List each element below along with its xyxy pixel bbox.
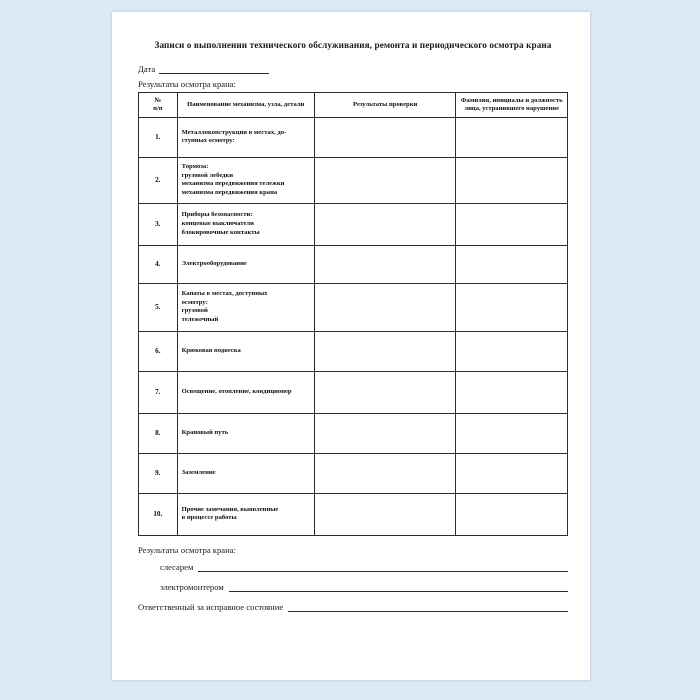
date-input-rule[interactable] (159, 64, 269, 74)
row-name-l4: тележечный (181, 316, 219, 324)
row-result-cell[interactable] (314, 413, 456, 453)
table-body (139, 117, 568, 535)
row-name-l2: грузовой лебедки (181, 171, 234, 179)
row-name-l2: в процессе работы (181, 514, 237, 522)
row-result-cell[interactable] (314, 331, 456, 371)
row-person-cell[interactable] (456, 331, 568, 371)
table-row (139, 371, 568, 413)
row-person-cell[interactable] (456, 371, 568, 413)
row-name-l1: Тормоза: (181, 162, 209, 170)
footer-section (138, 545, 568, 612)
table-row (139, 203, 568, 245)
row-result-cell[interactable] (314, 283, 456, 331)
row-name-l3: грузовой (181, 307, 208, 315)
date-field[interactable] (138, 64, 568, 74)
row-name (177, 157, 314, 203)
row-person-cell[interactable] (456, 117, 568, 157)
column-header-number-line2: п/п (153, 104, 163, 112)
row-name-l1: Прочие замечания, выявленные (181, 505, 279, 513)
row-result-cell[interactable] (314, 453, 456, 493)
table-row (139, 157, 568, 203)
row-person-cell[interactable] (456, 453, 568, 493)
signature-line-locksmith[interactable] (138, 562, 568, 572)
row-name (177, 283, 314, 331)
row-person-cell[interactable] (456, 157, 568, 203)
column-header-result: Результаты проверки (314, 92, 456, 117)
table-row (139, 493, 568, 535)
signature-label-electrician: электромонтером (160, 581, 224, 592)
inspection-table (138, 92, 568, 536)
row-name (177, 117, 314, 157)
row-number: 6. (139, 331, 178, 371)
row-name (177, 493, 314, 535)
signature-rule-electrician[interactable] (229, 582, 568, 592)
column-header-number (139, 92, 178, 117)
row-result-cell[interactable] (314, 117, 456, 157)
row-result-cell[interactable] (314, 157, 456, 203)
document-page (112, 12, 590, 680)
row-number: 9. (139, 453, 178, 493)
row-name-l2: концевые выключатели (181, 220, 254, 228)
row-name-l3: механизма передвижения тележки (181, 180, 285, 188)
table-row (139, 331, 568, 371)
row-number: 5. (139, 283, 178, 331)
row-name: Освещение, отопление, кондиционер (177, 371, 314, 413)
row-name-l1: Металлоконструкция в местах, до- (181, 128, 287, 136)
row-name (177, 203, 314, 245)
row-result-cell[interactable] (314, 371, 456, 413)
row-person-cell[interactable] (456, 493, 568, 535)
row-result-cell[interactable] (314, 493, 456, 535)
row-name: Крановый путь (177, 413, 314, 453)
row-number: 10. (139, 493, 178, 535)
row-name-l1: Канаты в местах, доступных (181, 289, 268, 297)
signature-label-locksmith: слесарем (160, 561, 194, 572)
footer-results-label: Результаты осмотра крана: (138, 544, 236, 555)
results-label: Результаты осмотра крана: (138, 78, 236, 89)
row-number: 3. (139, 203, 178, 245)
signature-rule-locksmith[interactable] (198, 562, 568, 572)
table-header-row (139, 92, 568, 117)
signature-line-responsible[interactable] (138, 602, 568, 612)
document-content (138, 40, 568, 622)
row-name-l2: осмотру: (181, 298, 208, 306)
row-name-l4: механизма передвижения крана (181, 189, 278, 197)
table-row (139, 283, 568, 331)
page-title: Записи о выполнении технического обслуживания, ремонта и периодического осмотра крана (154, 40, 552, 50)
row-result-cell[interactable] (314, 245, 456, 283)
table-row (139, 413, 568, 453)
table-row (139, 245, 568, 283)
column-header-name: Наименование механизма, узла, детали (177, 92, 314, 117)
table-row (139, 453, 568, 493)
row-number: 4. (139, 245, 178, 283)
row-person-cell[interactable] (456, 283, 568, 331)
column-header-number-line1: № (154, 96, 162, 104)
row-name: Крюковая подвеска (177, 331, 314, 371)
row-name-l2: ступных осмотру: (181, 137, 235, 145)
table-row (139, 117, 568, 157)
row-name-l3: блокировочные контакты (181, 228, 260, 236)
row-number: 7. (139, 371, 178, 413)
row-result-cell[interactable] (314, 203, 456, 245)
row-person-cell[interactable] (456, 203, 568, 245)
signature-line-electrician[interactable] (138, 582, 568, 592)
row-name: Электрооборудование (177, 245, 314, 283)
column-header-person: Фамилия, инициалы и должность лица, устранившего нарушение (456, 92, 568, 117)
row-person-cell[interactable] (456, 245, 568, 283)
row-name-l1: Приборы безопасности: (181, 211, 253, 219)
row-number: 8. (139, 413, 178, 453)
signature-rule-responsible[interactable] (288, 602, 568, 612)
row-name: Заземление (177, 453, 314, 493)
signature-label-responsible: Ответственный за исправное состояние (138, 601, 284, 612)
row-person-cell[interactable] (456, 413, 568, 453)
row-number: 2. (139, 157, 178, 203)
date-label: Дата (138, 63, 156, 74)
row-number: 1. (139, 117, 178, 157)
